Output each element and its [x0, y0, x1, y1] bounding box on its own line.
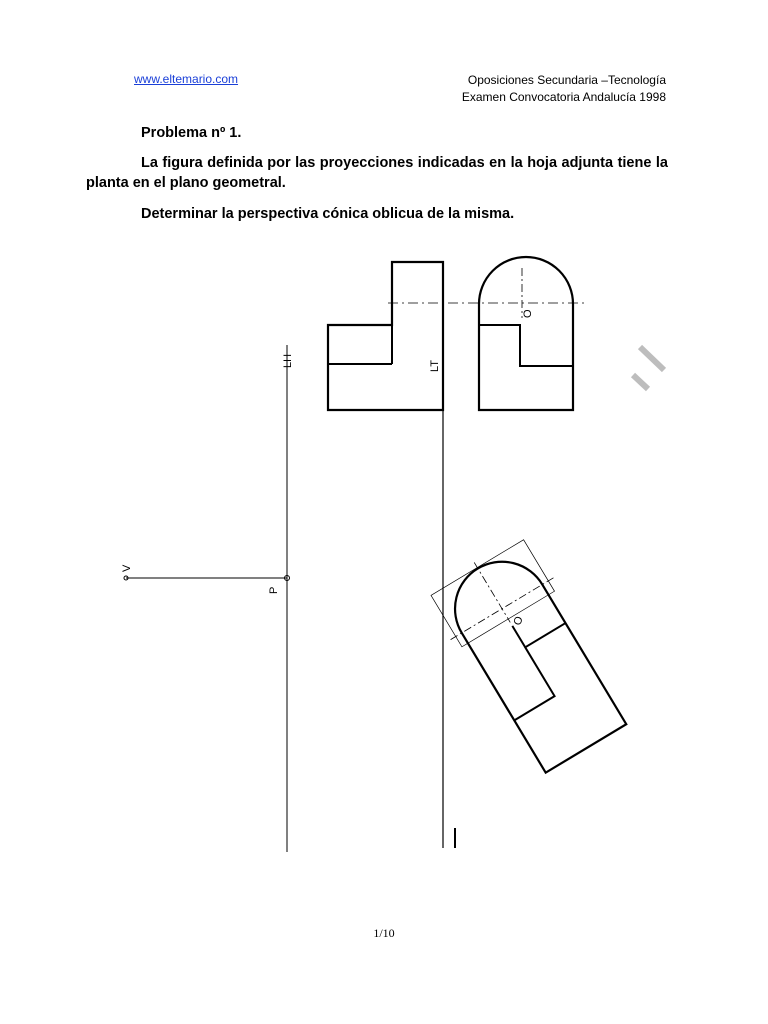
plan-view: [423, 532, 638, 780]
site-link[interactable]: www.eltemario.com: [134, 72, 239, 86]
side-view-shape: [479, 257, 573, 410]
label-v: V: [121, 564, 133, 572]
header-line-1: Oposiciones Secundaria –Tecnología: [467, 73, 666, 87]
watermark-strokes: [633, 347, 664, 389]
plan-view-inner: [472, 602, 595, 721]
problem-task-text: Determinar la perspectiva cónica oblicua de la misma.: [141, 206, 515, 222]
header-line-2: Examen Convocatoria Andalucía 1998: [461, 90, 666, 104]
problem-title-text: Problema nº 1.: [141, 125, 242, 141]
label-p: P: [268, 586, 280, 594]
label-lh: LH: [282, 353, 294, 368]
label-o-plan: O: [511, 614, 526, 628]
side-view-inner: [479, 325, 573, 366]
page-number: 1/10: [373, 926, 395, 940]
front-view-l-shape: [328, 262, 443, 410]
label-lt: LT: [429, 359, 441, 372]
label-o-elevation: O: [522, 309, 534, 318]
plan-view-axis-v: [474, 562, 510, 622]
problem-statement: La figura definida por las proyecciones indicadas en la hoja adjunta tiene la planta en el plano geometral.: [86, 155, 668, 191]
